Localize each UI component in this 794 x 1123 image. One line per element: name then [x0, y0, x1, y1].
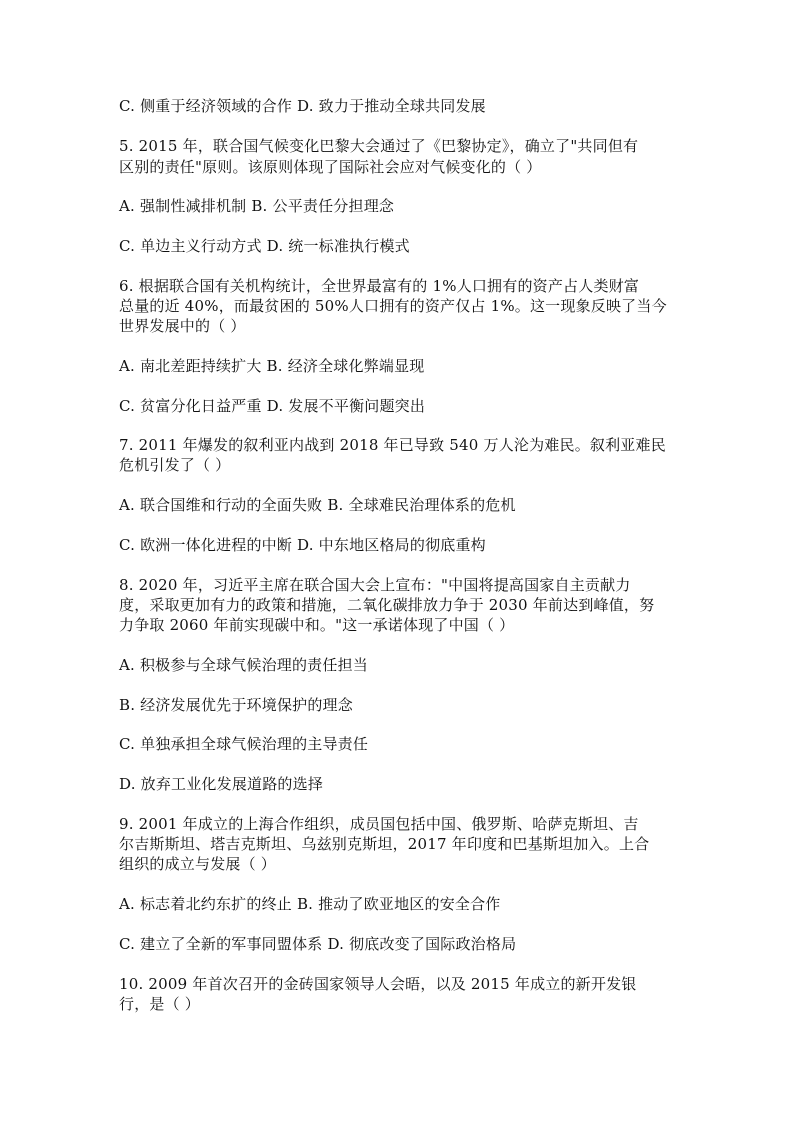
- q9-stem-line1: 9. 2001 年成立的上海合作组织，成员国包括中国、俄罗斯、哈萨克斯坦、吉: [119, 815, 639, 833]
- q5-stem-line2: 区别的责任"原则。该原则体现了国际社会应对气候变化的（ ）: [119, 158, 542, 176]
- q6-options-cd: C. 贫富分化日益严重 D. 发展不平衡问题突出: [119, 397, 426, 415]
- q8-stem-line2: 度，采取更加有力的政策和措施，二氧化碳排放力争于 2030 年前达到峰值，努: [119, 596, 655, 614]
- q9-options-cd: C. 建立了全新的军事同盟体系 D. 彻底改变了国际政治格局: [119, 935, 517, 953]
- q10-stem-line2: 行，是（ ）: [119, 995, 200, 1013]
- q5-options-cd: C. 单边主义行动方式 D. 统一标准执行模式: [119, 237, 410, 255]
- q8-option-d: D. 放弃工业化发展道路的选择: [119, 775, 324, 793]
- q8-option-b: B. 经济发展优先于环境保护的理念: [119, 696, 353, 714]
- q8-option-c: C. 单独承担全球气候治理的主导责任: [119, 735, 369, 753]
- q10-stem-line1: 10. 2009 年首次召开的金砖国家领导人会晤，以及 2015 年成立的新开发银: [119, 975, 637, 993]
- q9-options-ab: A. 标志着北约东扩的终止 B. 推动了欧亚地区的安全合作: [119, 895, 501, 913]
- q8-option-a: A. 积极参与全球气候治理的责任担当: [119, 656, 368, 674]
- q6-stem-line2: 总量的近 40%，而最贫困的 50%人口拥有的资产仅占 1%。这一现象反映了当今: [119, 297, 667, 315]
- q5-stem-line1: 5. 2015 年，联合国气候变化巴黎大会通过了《巴黎协定》，确立了"共同但有: [119, 137, 639, 155]
- q7-stem-line1: 7. 2011 年爆发的叙利亚内战到 2018 年已导致 540 万人沦为难民。叙利亚难民: [119, 436, 666, 454]
- q7-options-cd: C. 欧洲一体化进程的中断 D. 中东地区格局的彻底重构: [119, 536, 486, 554]
- q9-stem-line2: 尔吉斯斯坦、塔吉克斯坦、乌兹别克斯坦，2017 年印度和巴基斯坦加入。上合: [119, 835, 650, 853]
- q9-stem-line3: 组织的成立与发展（ ）: [119, 855, 276, 873]
- q7-options-ab: A. 联合国维和行动的全面失败 B. 全球难民治理体系的危机: [119, 496, 516, 514]
- q5-options-ab: A. 强制性减排机制 B. 公平责任分担理念: [119, 197, 395, 215]
- q4-options-cd: C. 侧重于经济领域的合作 D. 致力于推动全球共同发展: [119, 97, 486, 115]
- q8-stem-line3: 力争取 2060 年前实现碳中和。"这一承诺体现了中国（ ）: [119, 616, 515, 634]
- q6-stem-line3: 世界发展中的（ ）: [119, 317, 246, 335]
- q6-stem-line1: 6. 根据联合国有关机构统计，全世界最富有的 1%人口拥有的资产占人类财富: [119, 277, 640, 295]
- q6-options-ab: A. 南北差距持续扩大 B. 经济全球化弊端显现: [119, 357, 425, 375]
- q8-stem-line1: 8. 2020 年，习近平主席在联合国大会上宣布："中国将提高国家自主贡献力: [119, 576, 631, 594]
- q7-stem-line2: 危机引发了（ ）: [119, 456, 231, 474]
